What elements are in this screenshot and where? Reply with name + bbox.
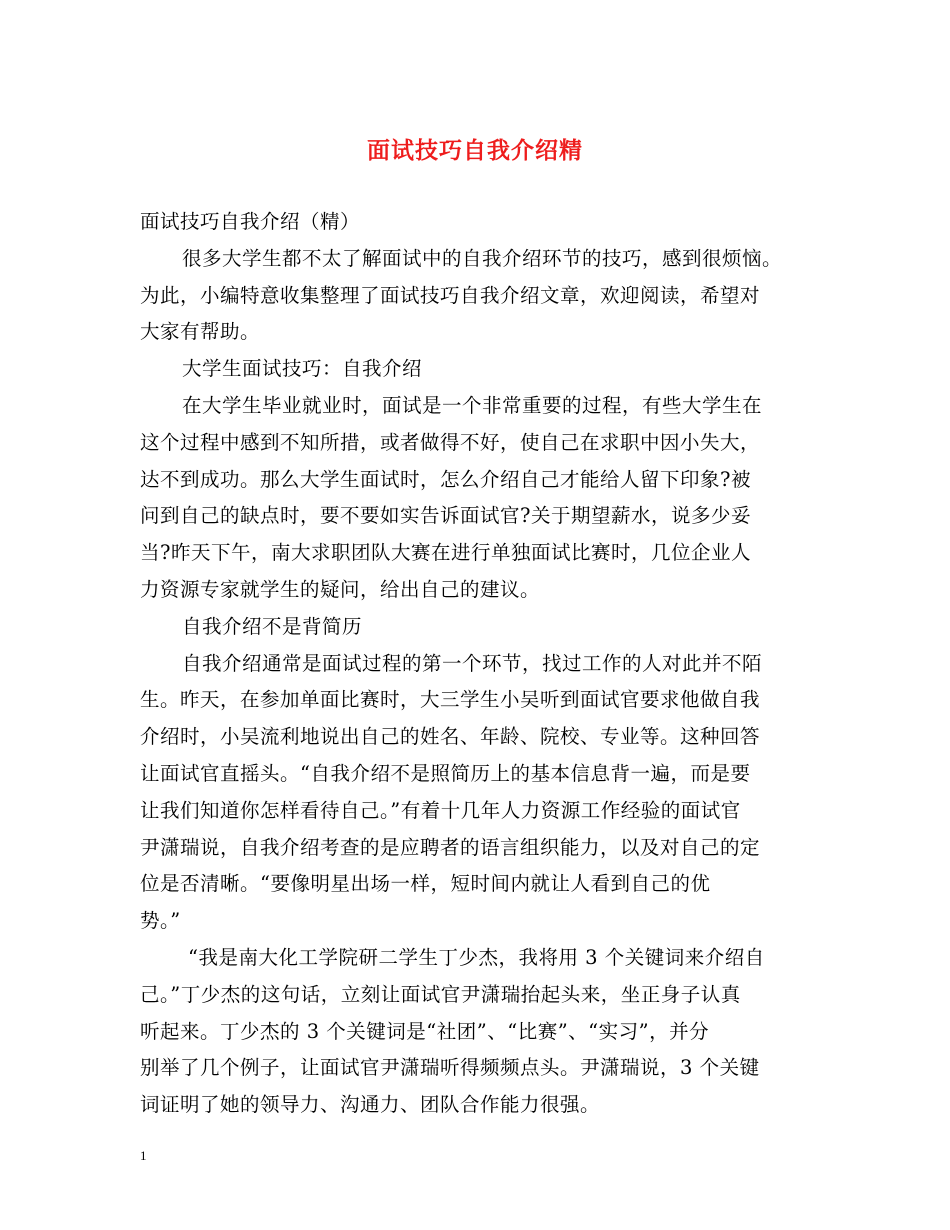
- paragraph-line: 介绍时，小吴流利地说出自己的姓名、年龄、院校、专业等。这种回答: [140, 725, 761, 749]
- paragraph-line: 大家有帮助。: [140, 320, 261, 344]
- paragraph-line: 当?昨天下午，南大求职团队大赛在进行单独面试比赛时，几位企业人: [140, 541, 751, 565]
- document-body: [140, 204, 840, 1124]
- page-number: 1: [140, 1148, 147, 1163]
- paragraph-line: 势。”: [140, 909, 181, 933]
- paragraph-line: 在大学生毕业就业时，面试是一个非常重要的过程，有些大学生在: [182, 393, 763, 417]
- paragraph-line: 让我们知道你怎样看待自己。”有着十几年人力资源工作经验的面试官: [140, 798, 741, 822]
- paragraph-line: 很多大学生都不太了解面试中的自我介绍环节的技巧，感到很烦恼。: [182, 246, 783, 270]
- paragraph-line: 问到自己的缺点时，要不要如实告诉面试官?关于期望薪水，说多少妥: [140, 504, 751, 528]
- subtitle-line: 面试技巧自我介绍（精）: [140, 210, 361, 233]
- document-title: 面试技巧自我介绍精: [367, 137, 583, 164]
- paragraph-line: 让面试官直摇头。“自我介绍不是照简历上的基本信息背一遍，而是要: [140, 761, 751, 785]
- paragraph-line: 这个过程中感到不知所措，或者做得不好，使自己在求职中因小失大，: [140, 430, 761, 454]
- paragraph-line: 词证明了她的领导力、沟通力、团队合作能力很强。: [140, 1093, 601, 1117]
- section-heading: 自我介绍不是背简历: [182, 614, 363, 638]
- paragraph-line: 己。”丁少杰的这句话，立刻让面试官尹潇瑞抬起头来，坐正身子认真: [140, 982, 741, 1006]
- paragraph-line: 生。昨天，在参加单面比赛时，大三学生小吴听到面试官要求他做自我: [140, 688, 761, 712]
- paragraph-line: 为此，小编特意收集整理了面试技巧自我介绍文章，欢迎阅读，希望对: [140, 283, 761, 307]
- paragraph-line: 尹潇瑞说，自我介绍考查的是应聘者的语言组织能力，以及对自己的定: [140, 835, 761, 859]
- paragraph-line: 自我介绍通常是面试过程的第一个环节，找过工作的人对此并不陌: [182, 651, 763, 675]
- paragraph-line: “我是南大化工学院研二学生丁少杰，我将用 3 个关键词来介绍自: [188, 945, 765, 969]
- paragraph-line: 位是否清晰。“要像明星出场一样，短时间内就让人看到自己的优: [140, 872, 711, 896]
- paragraph-line: 力资源专家就学生的疑问，给出自己的建议。: [140, 577, 541, 601]
- section-heading: 大学生面试技巧：自我介绍: [182, 357, 423, 381]
- paragraph-line: 听起来。丁少杰的 3 个关键词是“社团”、“比赛”、“实习”，并分: [140, 1019, 710, 1043]
- paragraph-line: 别举了几个例子，让面试官尹潇瑞听得频频点头。尹潇瑞说，3 个关键: [140, 1056, 760, 1080]
- paragraph-line: 达不到成功。那么大学生面试时，怎么介绍自己才能给人留下印象?被: [140, 467, 751, 491]
